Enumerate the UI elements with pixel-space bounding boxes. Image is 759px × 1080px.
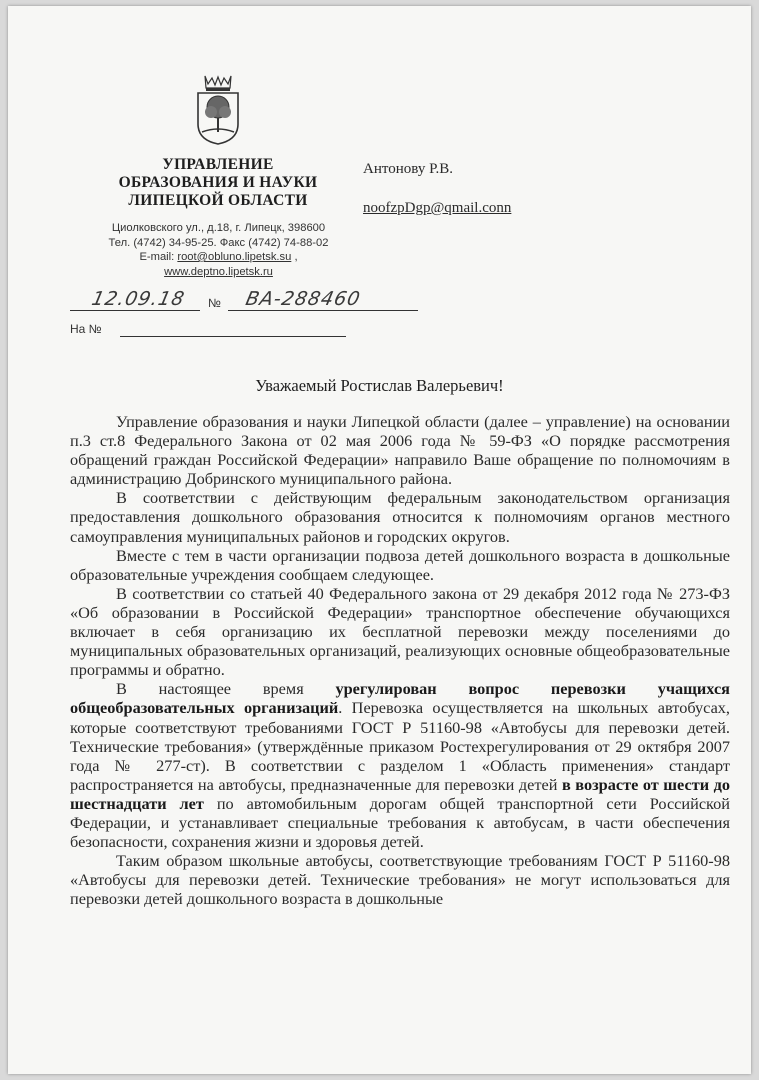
salutation: Уважаемый Ростислав Валерьевич!: [255, 376, 504, 395]
p5-part-e: по автомобильным дорогам общей транспортной сети Российской Федерации, и устанавливает специальные требования к автобусам, в части обеспечения безопасности, сохранения жизни и здоровья детей.: [70, 793, 730, 852]
letter-page: [8, 6, 751, 1074]
organization-contacts: [76, 221, 361, 279]
org-email-link[interactable]: root@obluno.lipetsk.su: [177, 251, 292, 263]
paragraph-2: В соответствии с действующим федеральным законодательством организация предоставления дошкольного образования относится к полномочиям органов местного самоуправления муниципальных районов и городских округов.: [70, 488, 730, 546]
registration-row: [70, 290, 430, 314]
org-line-2: ОБРАЗОВАНИЯ И НАУКИ: [118, 174, 318, 191]
registration-number: ВА-288460: [243, 288, 363, 310]
recipient-block: [363, 159, 511, 218]
org-website-link[interactable]: www.deptno.lipetsk.ru: [164, 265, 273, 278]
number-label: №: [208, 296, 221, 310]
org-phone: Тел. (4742) 34-95-25. Факс (4742) 74-88-02: [108, 236, 329, 249]
reply-underline: [120, 336, 346, 337]
p5-bold-subject: урегулирован вопрос перевозки учащихся общеобразовательных организаций: [70, 679, 730, 718]
registration-date: 12.09.18: [89, 288, 187, 310]
paragraph-1: Управление образования и науки Липецкой области (далее – управление) на основании п.3 ст.8 Федерального Закона от 02 мая 2006 года № 59-ФЗ «О порядке рассмотрения обращений граждан Российской Федерации» направило Ваше обращение по полномочиям в администрацию Добринского муниципального района.: [70, 412, 730, 489]
p5-part-c: . Перевозка осуществляется на школьных автобусах, которые соответствуют требованиями ГОСТ Р 51160-98 «Автобусы для перевозки детей. Технические требования» (утверждённые приказом Ростехрегулирования от 29 октября 2007 года № 277-ст). В соответствии с разделом 1 «Область применения» стандарт распространяется на автобусы, предназначенные для перевозки детей: [70, 698, 731, 794]
date-underline: [70, 310, 200, 311]
email-separator: ,: [294, 251, 298, 263]
paragraph-5: [70, 679, 730, 851]
org-line-3: ЛИПЕЦКОЙ ОБЛАСТИ: [128, 192, 308, 209]
reply-to-row: [70, 322, 102, 336]
email-label: E-mail:: [139, 251, 175, 263]
paragraph-6: Таким образом школьные автобусы, соответствующие требованиям ГОСТ Р 51160-98 «Автобусы для перевозки детей. Технические требования» не могут использоваться для перевозки детей дошкольного возраста в дошкольные: [70, 851, 730, 909]
letter-body: [70, 412, 730, 908]
coat-of-arms-icon: [193, 74, 243, 146]
org-address: Циолковского ул., д.18, г. Липецк, 398600: [111, 222, 326, 234]
paragraph-4: В соответствии со статьей 40 Федерального закона от 29 декабря 2012 года № 273-ФЗ «Об образовании в Российской Федерации» транспортное обеспечение обучающихся включает в себя организацию их бесплатной перевозки между поселениями до муниципальных образовательных организаций, реализующих основные общеобразовательные программы и обратно.: [70, 583, 730, 680]
organization-name: [88, 156, 348, 210]
paragraph-3: Вместе с тем в части организации подвоза детей дошкольного возраста в дошкольные образовательные учреждения сообщаем следующее.: [70, 545, 730, 584]
reply-label: На №: [70, 322, 102, 336]
number-underline: [228, 310, 418, 311]
org-line-1: УПРАВЛЕНИЕ: [162, 156, 274, 173]
recipient-email[interactable]: noofzpDgp@qmail.conn: [363, 200, 512, 216]
recipient-name: Антонову Р.В.: [363, 161, 454, 177]
p5-bold-age: в возрасте от шести до шестнадцати лет: [70, 774, 730, 813]
org-email-row: [76, 250, 361, 265]
p5-part-a: В настоящее время: [116, 679, 336, 699]
